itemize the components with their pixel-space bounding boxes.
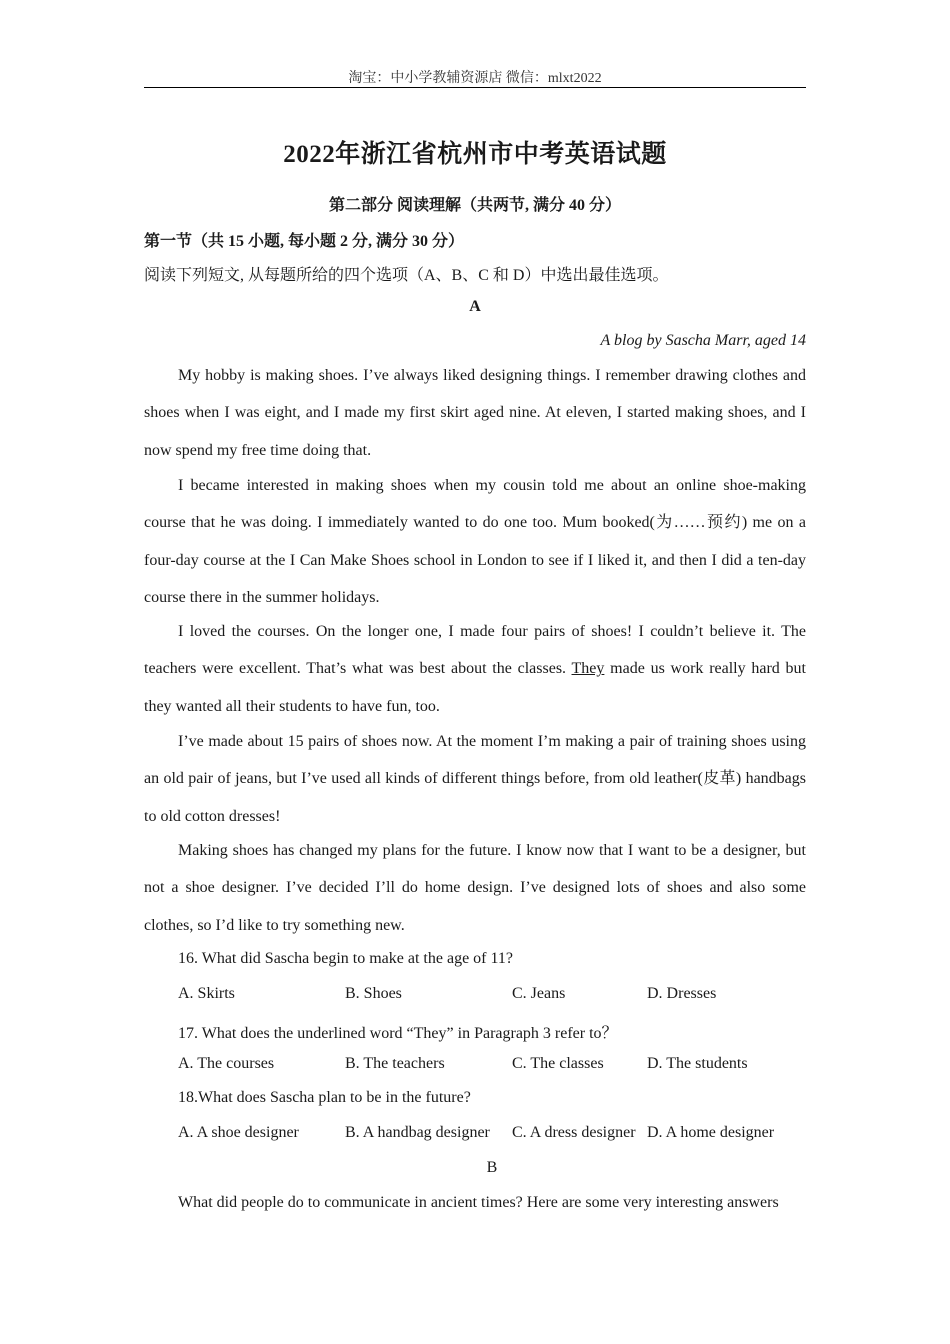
- section-heading: 第一节（共 15 小题, 每小题 2 分, 满分 30 分）: [144, 233, 465, 250]
- question-18: 18.What does Sascha plan to be in the future?: [178, 1089, 471, 1106]
- passage-b-paragraph-1: What did people do to communicate in ancient times? Here are some very interesting answers: [178, 1194, 779, 1211]
- header-divider: [144, 87, 806, 88]
- underlined-word-they: They: [571, 660, 605, 678]
- passage-a-paragraph-5: Making shoes has changed my plans for the future. I know now that I want to be a designer, but not a shoe designer. I’ve decided I’ll do home design. I’ve designed lots of shoes and also some clothes, so I’d like to try something new.: [144, 842, 806, 934]
- question-16: 16. What did Sascha begin to make at the age of 11?: [178, 950, 514, 967]
- page-header: 淘宝：中小学教辅资源店 微信：mlxt2022: [348, 71, 602, 86]
- passage-a-letter: A: [469, 298, 481, 315]
- p3-text-before: I loved the courses. On the longer one, I made four pairs of shoes! I couldn’t believe it. The teachers were excellent. That’s what was best about the classes.: [144, 623, 806, 678]
- passage-b-letter: B: [486, 1159, 498, 1176]
- q18-option-a: A. A shoe designer: [178, 1124, 299, 1141]
- q16-option-c: C. Jeans: [512, 985, 566, 1002]
- q16-option-b: B. Shoes: [345, 985, 402, 1002]
- exam-title: 2022年浙江省杭州市中考英语试题: [283, 141, 667, 168]
- q18-option-d: D. A home designer: [647, 1124, 775, 1141]
- q16-option-d: D. Dresses: [647, 985, 717, 1002]
- q17-option-c: C. The classes: [512, 1055, 604, 1072]
- q18-option-c: C. A dress designer: [512, 1124, 636, 1141]
- question-17: 17. What does the underlined word “They” in Paragraph 3 refer to？: [178, 1025, 618, 1042]
- passage-a-paragraph-1: My hobby is making shoes. I’ve always liked designing things. I remember drawing clothes and shoes when I was eight, and I made my first skirt aged nine. At eleven, I started making shoes, and I now spend my free time doing that.: [144, 367, 806, 459]
- instructions: 阅读下列短文, 从每题所给的四个选项（A、B、C 和 D）中选出最佳选项。: [144, 267, 669, 284]
- passage-a-paragraph-4: I’ve made about 15 pairs of shoes now. At the moment I’m making a pair of training shoes using an old pair of jeans, but I’ve used all kinds of different things before, from old leather(皮革) handbags to old cotton dresses!: [144, 733, 806, 825]
- q17-option-a: A. The courses: [178, 1055, 275, 1072]
- passage-a-byline: A blog by Sascha Marr, aged 14: [600, 332, 806, 349]
- q17-option-d: D. The students: [647, 1055, 748, 1072]
- q16-option-a: A. Skirts: [178, 985, 235, 1002]
- p3-text-after: made us work really hard but they wanted all their students to have fun, too.: [144, 660, 806, 715]
- q17-option-b: B. The teachers: [345, 1055, 445, 1072]
- passage-a-paragraph-3: [144, 613, 806, 725]
- passage-a-paragraph-2: I became interested in making shoes when my cousin told me about an online shoe-making course that he was doing. I immediately wanted to do one too. Mum booked(为……预约) me on a four-day course at the I Can Make Shoes school in London to see if I liked it, and then I did a ten-day course there in the summer holidays.: [144, 477, 806, 606]
- q18-option-b: B. A handbag designer: [345, 1124, 490, 1141]
- part-heading: 第二部分 阅读理解（共两节, 满分 40 分）: [328, 197, 621, 214]
